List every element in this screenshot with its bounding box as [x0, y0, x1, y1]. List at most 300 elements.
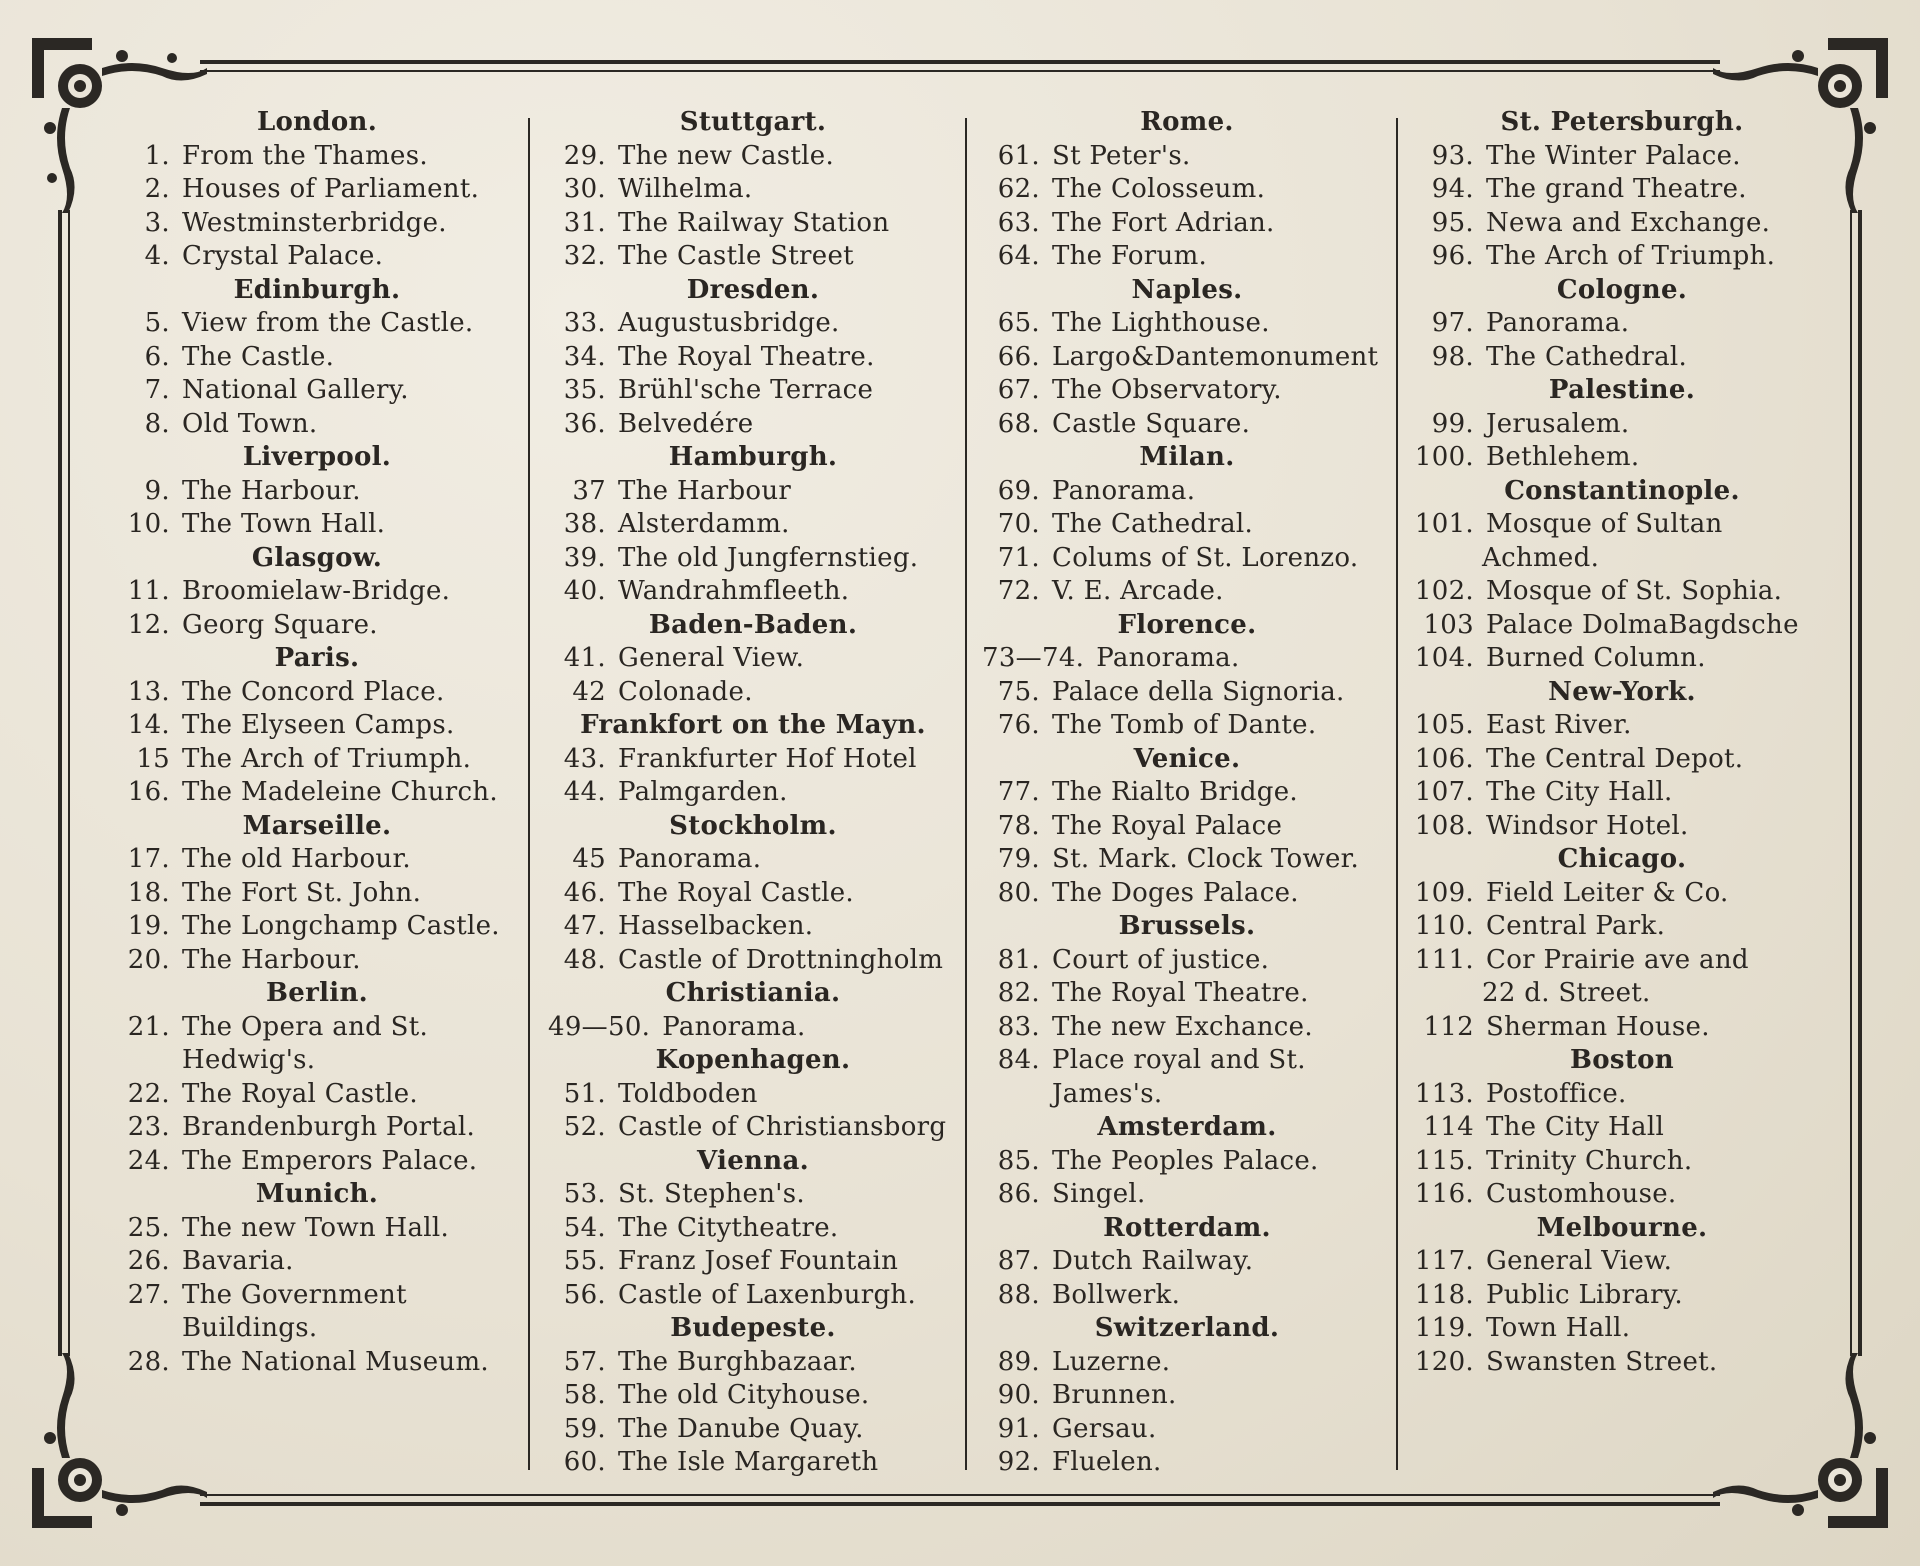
item-number: 18. [127, 877, 170, 908]
item-title: Hasselbacken. [618, 911, 814, 941]
item-number: 103 [1423, 609, 1474, 640]
list-item [982, 709, 1392, 743]
list-item [548, 642, 958, 676]
item-title: The Arch of Triumph. [1486, 241, 1776, 271]
city-heading: Hamburgh. [668, 442, 838, 472]
city-heading: Dresden. [686, 274, 820, 305]
frame-rule-right [1858, 210, 1862, 1356]
city-heading: Switzerland. [1094, 1313, 1280, 1343]
item-title: Mosque of St. Sophia. [1486, 576, 1783, 606]
city-heading: Kopenhagen. [655, 1045, 851, 1075]
item-number: 106. [1414, 743, 1474, 774]
list-item [548, 140, 958, 174]
city-heading: Baden-Baden. [648, 609, 858, 640]
list-item [548, 374, 958, 408]
city-heading: Edinburgh. [233, 274, 401, 305]
list-item [548, 910, 958, 944]
item-number: 26. [127, 1246, 170, 1276]
list-item [982, 508, 1392, 542]
list-item [548, 1245, 958, 1279]
item-title: The grand Theatre. [1486, 174, 1747, 204]
item-number: 73—74. [982, 643, 1085, 673]
item-number: 28. [127, 1346, 170, 1377]
item-number: 90. [997, 1380, 1040, 1410]
frame-rule-right-inner [1850, 210, 1852, 1356]
city-heading: Liverpool. [242, 442, 392, 472]
list-item [1412, 1178, 1832, 1212]
list-item [982, 307, 1392, 341]
item-number: 1. [144, 140, 170, 171]
list-item [112, 709, 522, 743]
item-number: 87. [997, 1246, 1040, 1276]
list-item [1412, 709, 1832, 743]
item-number: 62. [997, 174, 1040, 204]
item-number: 86. [997, 1179, 1040, 1209]
list-item [548, 1212, 958, 1246]
list-item [112, 1078, 522, 1112]
item-number: 72. [997, 576, 1040, 606]
item-title: The Government [182, 1279, 407, 1310]
item-title: Court of justice. [1052, 944, 1270, 975]
item-number: 61. [997, 140, 1040, 171]
city-heading: Frankfort on the Mayn. [580, 710, 926, 740]
list-item [982, 1178, 1392, 1212]
list-item [982, 240, 1392, 274]
list-item [548, 1011, 958, 1045]
list-column-4 [1412, 106, 1832, 1379]
item-title: From the Thames. [182, 140, 428, 171]
list-item [1412, 609, 1832, 643]
item-number: 4. [144, 241, 170, 271]
item-title: Jerusalem. [1486, 408, 1630, 439]
list-item [548, 207, 958, 241]
city-heading: Cologne. [1556, 274, 1688, 305]
item-number: 15 [136, 743, 170, 774]
list-item [982, 676, 1392, 710]
item-number: 7. [144, 375, 170, 405]
frame-rule-bottom [200, 1502, 1720, 1506]
item-number: 12. [127, 609, 170, 640]
item-number: 91. [997, 1413, 1040, 1444]
list-item [982, 977, 1392, 1011]
list-item [982, 542, 1392, 576]
list-item [982, 776, 1392, 810]
item-title: The Royal Castle. [182, 1078, 418, 1109]
list-item [548, 776, 958, 810]
item-title: Panorama. [1052, 475, 1196, 506]
item-title: The Colosseum. [1052, 174, 1266, 204]
item-title: The Doges Palace. [1052, 877, 1299, 908]
item-title: The Winter Palace. [1486, 140, 1741, 171]
list-item [1412, 642, 1832, 676]
item-number: 108. [1414, 810, 1474, 841]
item-title: Franz Josef Fountain [618, 1246, 899, 1276]
list-item [982, 341, 1392, 375]
item-number: 57. [563, 1346, 606, 1377]
list-item [1412, 1011, 1832, 1045]
city-heading: Budepeste. [670, 1313, 836, 1343]
item-number: 11. [127, 576, 170, 606]
list-item [112, 877, 522, 911]
list-item [112, 1111, 522, 1145]
list-item [112, 1279, 522, 1313]
city-heading: Florence. [1117, 609, 1257, 640]
item-number: 117. [1414, 1246, 1474, 1276]
list-item [982, 408, 1392, 442]
list-item [548, 1446, 958, 1480]
item-title: Brandenburgh Portal. [182, 1112, 476, 1142]
item-number: 81. [997, 944, 1040, 975]
item-title: Wilhelma. [618, 174, 753, 204]
item-title: The old Harbour. [182, 844, 411, 874]
list-item [112, 475, 522, 509]
list-item [112, 944, 522, 978]
item-title: The Isle Margareth [618, 1447, 879, 1477]
list-item-continuation: James's. [1052, 1078, 1163, 1109]
item-title: Colums of St. Lorenzo. [1052, 542, 1359, 573]
item-number: 22. [127, 1078, 170, 1109]
item-title: The Concord Place. [182, 676, 445, 707]
item-number: 68. [997, 408, 1040, 439]
item-number: 70. [997, 509, 1040, 539]
item-title: The Rialto Bridge. [1052, 777, 1299, 807]
list-item [112, 843, 522, 877]
frame-rule-top [200, 60, 1720, 64]
item-number: 115. [1414, 1145, 1474, 1176]
item-title: The National Museum. [182, 1346, 489, 1377]
item-number: 53. [563, 1179, 606, 1209]
frame-rule-bottom-inner [200, 1494, 1720, 1496]
list-item-continuation: Hedwig's. [182, 1045, 316, 1075]
item-title: The Castle Street [618, 241, 854, 271]
item-number: 32. [563, 241, 606, 271]
item-title: Georg Square. [182, 609, 378, 640]
list-item [112, 173, 522, 207]
item-title: The new Exchance. [1052, 1011, 1313, 1042]
item-title: Colonade. [618, 676, 753, 707]
item-number: 6. [144, 341, 170, 372]
item-title: Frankfurter Hof Hotel [618, 743, 917, 774]
list-item [112, 341, 522, 375]
item-number: 63. [997, 207, 1040, 238]
item-title: Panorama. [1096, 643, 1240, 673]
item-number: 98. [1431, 341, 1474, 372]
city-heading: Naples. [1131, 274, 1243, 305]
city-heading: Rotterdam. [1103, 1212, 1271, 1243]
list-item [1412, 408, 1832, 442]
city-heading: Constantinople. [1504, 475, 1740, 506]
item-number: 88. [997, 1279, 1040, 1310]
list-item [1412, 877, 1832, 911]
item-title: The Royal Theatre. [1052, 978, 1309, 1008]
list-item [548, 341, 958, 375]
item-number: 31. [563, 207, 606, 238]
item-title: Brühl'sche Terrace [618, 375, 874, 405]
item-number: 65. [997, 308, 1040, 338]
item-title: Brunnen. [1052, 1380, 1177, 1410]
item-title: Panorama. [1486, 308, 1630, 338]
item-title: The Peoples Palace. [1052, 1145, 1319, 1176]
list-item [548, 1111, 958, 1145]
city-heading: Boston [1569, 1045, 1674, 1075]
frame-rule-left-inner [68, 210, 70, 1356]
item-number: 82. [997, 978, 1040, 1008]
list-item [112, 508, 522, 542]
list-item [982, 1446, 1392, 1480]
city-heading: London. [256, 107, 378, 137]
list-item [1412, 1346, 1832, 1380]
list-item [982, 173, 1392, 207]
item-title: The Citytheatre. [618, 1212, 839, 1243]
item-number: 114 [1423, 1112, 1474, 1142]
item-number: 76. [997, 710, 1040, 740]
item-title: Westminsterbridge. [182, 207, 447, 238]
city-heading: Melbourne. [1536, 1212, 1708, 1243]
list-item [1412, 776, 1832, 810]
item-title: St Peter's. [1052, 140, 1191, 171]
list-item [548, 676, 958, 710]
item-number: 77. [997, 777, 1040, 807]
item-number: 93. [1431, 140, 1474, 171]
list-item [1412, 441, 1832, 475]
list-item [112, 1346, 522, 1380]
list-item [982, 140, 1392, 174]
list-item [1412, 1078, 1832, 1112]
list-item [112, 1145, 522, 1179]
item-number: 104. [1414, 643, 1474, 673]
item-number: 110. [1414, 911, 1474, 941]
item-title: Castle of Drottningholm [618, 944, 944, 975]
item-number: 19. [127, 911, 170, 941]
item-title: Castle of Laxenburgh. [618, 1279, 917, 1310]
item-number: 80. [997, 877, 1040, 908]
item-title: Luzerne. [1052, 1346, 1171, 1377]
item-title: The Opera and St. [182, 1011, 429, 1042]
city-heading: Milan. [1139, 442, 1235, 472]
item-title: Castle of Christiansborg [618, 1112, 947, 1142]
item-title: The Emperors Palace. [182, 1145, 478, 1176]
item-title: Houses of Parliament. [182, 174, 480, 204]
list-item [1412, 575, 1832, 609]
list-item [548, 877, 958, 911]
list-item [112, 776, 522, 810]
item-number: 20. [127, 944, 170, 975]
item-title: Broomielaw-Bridge. [182, 576, 451, 606]
list-item [548, 944, 958, 978]
list-item [1412, 944, 1832, 978]
list-item [982, 1346, 1392, 1380]
list-item-continuation: Achmed. [1482, 542, 1600, 573]
item-title: The old Jungfernstieg. [618, 542, 919, 573]
list-item [548, 508, 958, 542]
city-heading: Stuttgart. [679, 107, 827, 137]
item-number: 111. [1414, 944, 1474, 975]
list-item [112, 910, 522, 944]
list-item [982, 877, 1392, 911]
item-title: Burned Column. [1486, 643, 1706, 673]
frame-rule-top-inner [200, 70, 1720, 72]
item-number: 41. [563, 643, 606, 673]
item-number: 42 [572, 676, 606, 707]
item-title: The Fort Adrian. [1052, 207, 1275, 238]
item-number: 120. [1414, 1346, 1474, 1377]
list-item [548, 307, 958, 341]
item-title: Dutch Railway. [1052, 1246, 1254, 1276]
item-title: Castle Square. [1052, 408, 1251, 439]
item-number: 67. [997, 375, 1040, 405]
city-heading: Stockholm. [669, 810, 837, 841]
list-item-continuation: Buildings. [182, 1313, 318, 1343]
city-heading: Brussels. [1118, 911, 1256, 941]
item-number: 43. [563, 743, 606, 774]
item-title: The old Cityhouse. [618, 1380, 870, 1410]
item-number: 55. [563, 1246, 606, 1276]
item-number: 58. [563, 1380, 606, 1410]
item-number: 33. [563, 308, 606, 338]
item-number: 13. [127, 676, 170, 707]
item-number: 69. [997, 475, 1040, 506]
item-title: Swansten Street. [1486, 1346, 1718, 1377]
item-title: The Railway Station [618, 207, 890, 238]
item-number: 95. [1431, 207, 1474, 238]
item-title: Trinity Church. [1486, 1145, 1693, 1176]
list-item [982, 374, 1392, 408]
item-number: 9. [144, 475, 170, 506]
item-number: 17. [127, 844, 170, 874]
item-number: 46. [563, 877, 606, 908]
item-number: 60. [563, 1447, 606, 1477]
item-number: 119. [1414, 1313, 1474, 1343]
item-title: The Observatory. [1052, 375, 1282, 405]
item-title: East River. [1486, 710, 1632, 740]
item-number: 54. [563, 1212, 606, 1243]
item-number: 112 [1423, 1011, 1474, 1042]
list-item [1412, 1111, 1832, 1145]
item-title: St. Stephen's. [618, 1179, 805, 1209]
list-item [548, 408, 958, 442]
list-item [112, 1212, 522, 1246]
item-title: The City Hall [1486, 1112, 1665, 1142]
item-title: The Harbour [618, 475, 792, 506]
list-item [1412, 173, 1832, 207]
column-divider [965, 118, 967, 1470]
list-item [548, 173, 958, 207]
list-item [112, 240, 522, 274]
item-number: 59. [563, 1413, 606, 1444]
list-item [982, 1379, 1392, 1413]
item-title: The Royal Theatre. [618, 341, 875, 372]
item-number: 83. [997, 1011, 1040, 1042]
list-item [1412, 810, 1832, 844]
list-item [548, 843, 958, 877]
item-title: General View. [1486, 1246, 1673, 1276]
list-item [548, 1346, 958, 1380]
list-item [982, 1044, 1392, 1078]
item-title: Town Hall. [1486, 1313, 1631, 1343]
item-number: 23. [127, 1112, 170, 1142]
list-item [112, 307, 522, 341]
list-item [982, 475, 1392, 509]
item-number: 105. [1414, 710, 1474, 740]
list-item [982, 843, 1392, 877]
item-title: Alsterdamm. [618, 509, 790, 539]
item-title: The new Town Hall. [182, 1212, 450, 1243]
item-title: Bavaria. [182, 1246, 294, 1276]
list-item-continuation: 22 d. Street. [1482, 978, 1651, 1008]
item-number: 52. [563, 1112, 606, 1142]
item-number: 47. [563, 911, 606, 941]
list-item [112, 1245, 522, 1279]
city-heading: Rome. [1140, 107, 1234, 137]
item-number: 96. [1431, 241, 1474, 271]
item-title: The Arch of Triumph. [182, 743, 472, 774]
item-title: St. Mark. Clock Tower. [1052, 844, 1360, 874]
item-number: 40. [563, 576, 606, 606]
item-title: Postoffice. [1486, 1078, 1627, 1109]
item-title: Sherman House. [1486, 1011, 1710, 1042]
item-title: Belvedére [618, 408, 754, 439]
item-number: 85. [997, 1145, 1040, 1176]
city-heading: Munich. [255, 1179, 379, 1209]
item-number: 39. [563, 542, 606, 573]
list-item [112, 374, 522, 408]
list-item [982, 1011, 1392, 1045]
item-title: The Madeleine Church. [182, 777, 498, 807]
item-number: 109. [1414, 877, 1474, 908]
item-title: Customhouse. [1486, 1179, 1677, 1209]
item-number: 44. [563, 777, 606, 807]
list-item [548, 1178, 958, 1212]
item-number: 3. [144, 207, 170, 238]
list-item [1412, 307, 1832, 341]
city-heading: Venice. [1133, 743, 1241, 774]
item-number: 51. [563, 1078, 606, 1109]
item-number: 8. [144, 408, 170, 439]
item-number: 64. [997, 241, 1040, 271]
item-number: 21. [127, 1011, 170, 1042]
item-number: 14. [127, 710, 170, 740]
item-number: 118. [1414, 1279, 1474, 1310]
item-number: 94. [1431, 174, 1474, 204]
list-item [1412, 1245, 1832, 1279]
item-title: Public Library. [1486, 1279, 1683, 1310]
list-item [112, 609, 522, 643]
column-divider [1396, 118, 1398, 1470]
item-title: The Forum. [1052, 241, 1208, 271]
city-heading: Glasgow. [251, 542, 383, 573]
item-number: 5. [144, 308, 170, 338]
item-number: 48. [563, 944, 606, 975]
list-item [1412, 341, 1832, 375]
item-number: 78. [997, 810, 1040, 841]
item-number: 2. [144, 174, 170, 204]
item-number: 34. [563, 341, 606, 372]
item-title: The Cathedral. [1052, 509, 1254, 539]
list-item [548, 542, 958, 576]
item-title: Fluelen. [1052, 1447, 1162, 1477]
list-item [982, 810, 1392, 844]
list-item [1412, 743, 1832, 777]
list-item [548, 1078, 958, 1112]
item-title: Largo&Dantemonument [1052, 341, 1379, 372]
item-number: 66. [997, 341, 1040, 372]
item-number: 100. [1414, 442, 1474, 472]
item-number: 102. [1414, 576, 1474, 606]
column-divider [528, 118, 530, 1470]
list-item [112, 676, 522, 710]
list-item [982, 944, 1392, 978]
item-title: Palmgarden. [618, 777, 788, 807]
